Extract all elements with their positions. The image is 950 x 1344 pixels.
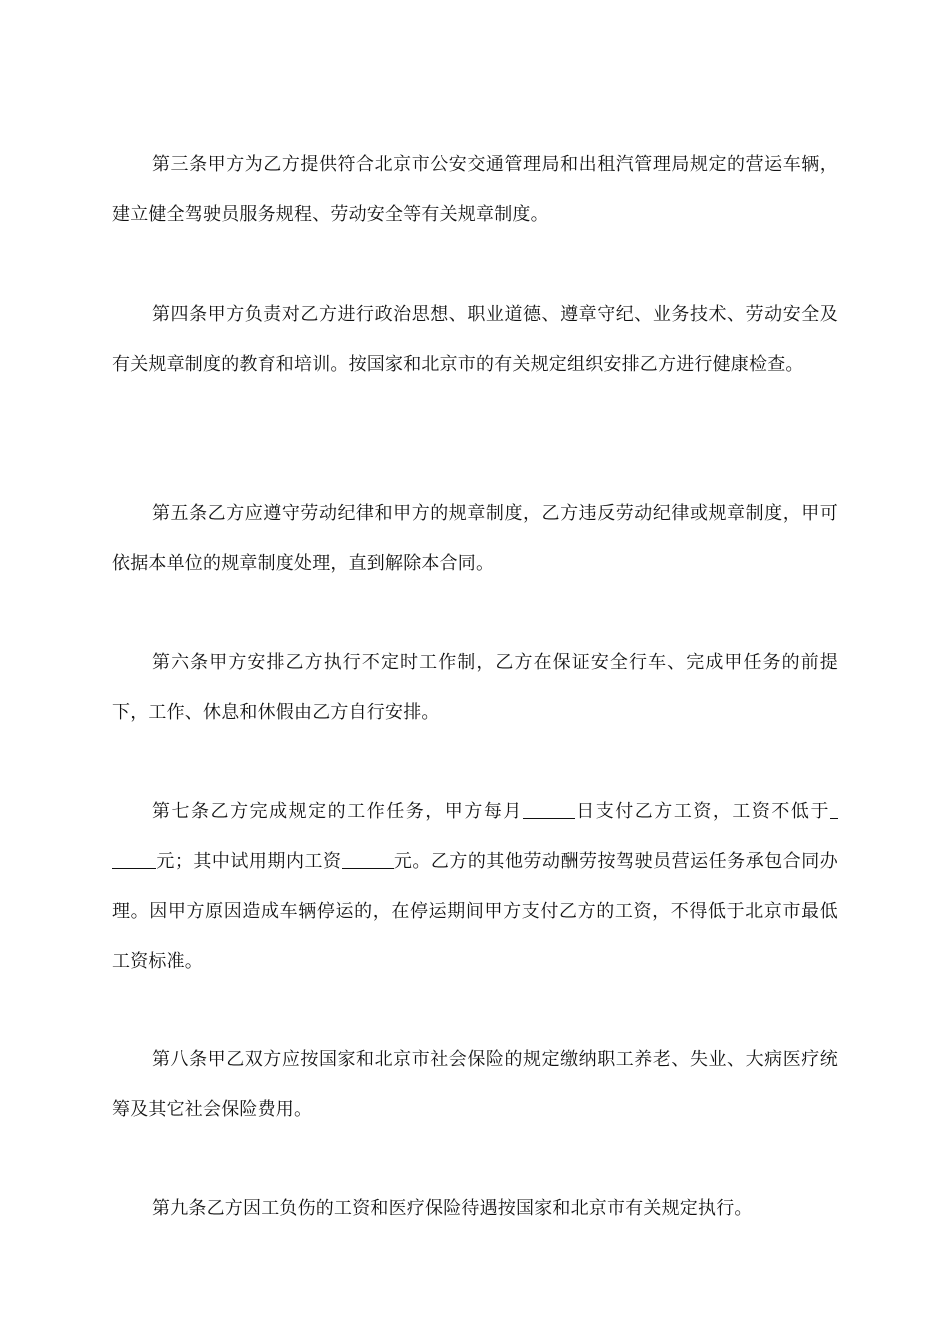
article-4: 第四条甲方负责对乙方进行政治思想、职业道德、遵章守纪、业务技术、劳动安全及有关规章制度的教育和培训。按国家和北京市的有关规定组织安排乙方进行健康检查。: [112, 304, 838, 375]
article-7: [112, 787, 838, 987]
blank-pay-day: [523, 800, 575, 819]
article-7-part-2: 日支付乙方工资，工资不低于: [574, 801, 830, 822]
article-7-part-4: 元。乙方的其他劳动酬劳按驾驶员营运任务承包合同办理。因甲方原因造成车辆停运的，在停运期间甲方支付乙方的工资，不得低于北京市最低工资标准。: [112, 851, 838, 972]
article-7-part-1: 第七条乙方完成规定的工作任务，甲方每月: [152, 801, 523, 822]
article-7-part-3: 元；其中试用期内工资: [156, 851, 342, 872]
blank-probation-wage: [342, 850, 394, 869]
blank-min-wage-start: [830, 800, 838, 819]
article-3: 第三条甲方为乙方提供符合北京市公安交通管理局和出租汽管理局规定的营运车辆，建立健全驾驶员服务规程、劳动安全等有关规章制度。: [112, 154, 838, 225]
blank-min-wage: [112, 850, 156, 869]
article-6: 第六条甲方安排乙方执行不定时工作制，乙方在保证安全行车、完成甲任务的前提下，工作、休息和休假由乙方自行安排。: [112, 652, 838, 723]
article-9: 第九条乙方因工负伤的工资和医疗保险待遇按国家和北京市有关规定执行。: [152, 1198, 753, 1219]
article-5: 第五条乙方应遵守劳动纪律和甲方的规章制度，乙方违反劳动纪律或规章制度，甲可依据本单位的规章制度处理，直到解除本合同。: [112, 503, 838, 574]
article-8: 第八条甲乙双方应按国家和北京市社会保险的规定缴纳职工养老、失业、大病医疗统筹及其它社会保险费用。: [112, 1049, 838, 1120]
